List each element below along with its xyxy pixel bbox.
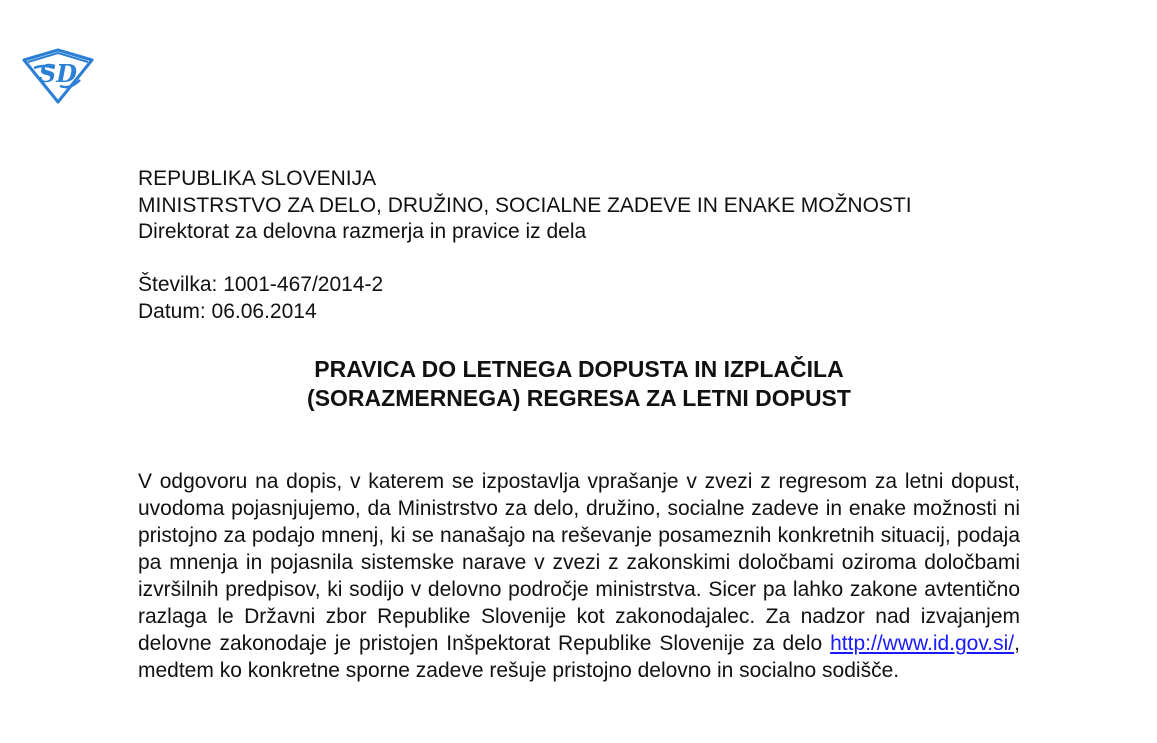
document-title xyxy=(138,355,1020,413)
body-text-after-link: , medtem ko konkretne sporne zadeve rešuje pristojno delovno in socialno sodišče. xyxy=(138,632,1020,682)
header-directorate: Direktorat za delovna razmerja in pravice iz dela xyxy=(138,220,587,243)
title-line-1: PRAVICA DO LETNEGA DOPUSTA IN IZPLAČILA xyxy=(314,356,844,382)
title-line-2: (SORAZMERNEGA) REGRESA ZA LETNI DOPUST xyxy=(307,385,851,411)
body-paragraph xyxy=(138,468,1020,684)
header-ministry: MINISTRSTVO ZA DELO, DRUŽINO, SOCIALNE ZADEVE IN ENAKE MOŽNOSTI xyxy=(138,193,912,217)
header-country: REPUBLIKA SLOVENIJA xyxy=(138,167,377,190)
meta-block xyxy=(138,272,383,325)
id-gov-link[interactable]: http://www.id.gov.si/ xyxy=(830,632,1015,655)
body-text-before-link: V odgovoru na dopis, v katerem se izpostavlja vprašanje v zvezi z regresom za letni dopust, uvodoma pojasnjujemo, da Ministrstvo za delo, družino, socialne zadeve in enake možnosti ni pristojno za podajo mnenj, ki se nanašajo na reševanje posameznih konkretnih situacij, podaja pa mnenja in pojasnila sistemske narave v zvezi z zakonskimi določbami oziroma določbami izvršilnih predpisov, ki sodijo v delovno področje ministrstva. Sicer pa lahko zakone avtentično razlaga le Državni zbor Republike Slovenije kot zakonodajalec. Za nadzor nad izvajanjem delovne zakonodaje je pristojen Inšpektorat Republike Slovenije za delo xyxy=(138,470,1020,655)
sd-logo-icon xyxy=(20,46,96,106)
svg-text:SD: SD xyxy=(38,59,78,88)
document-number: Številka: 1001-467/2014-2 xyxy=(138,273,384,296)
document-date: Datum: 06.06.2014 xyxy=(138,299,317,323)
header-block xyxy=(138,166,912,246)
